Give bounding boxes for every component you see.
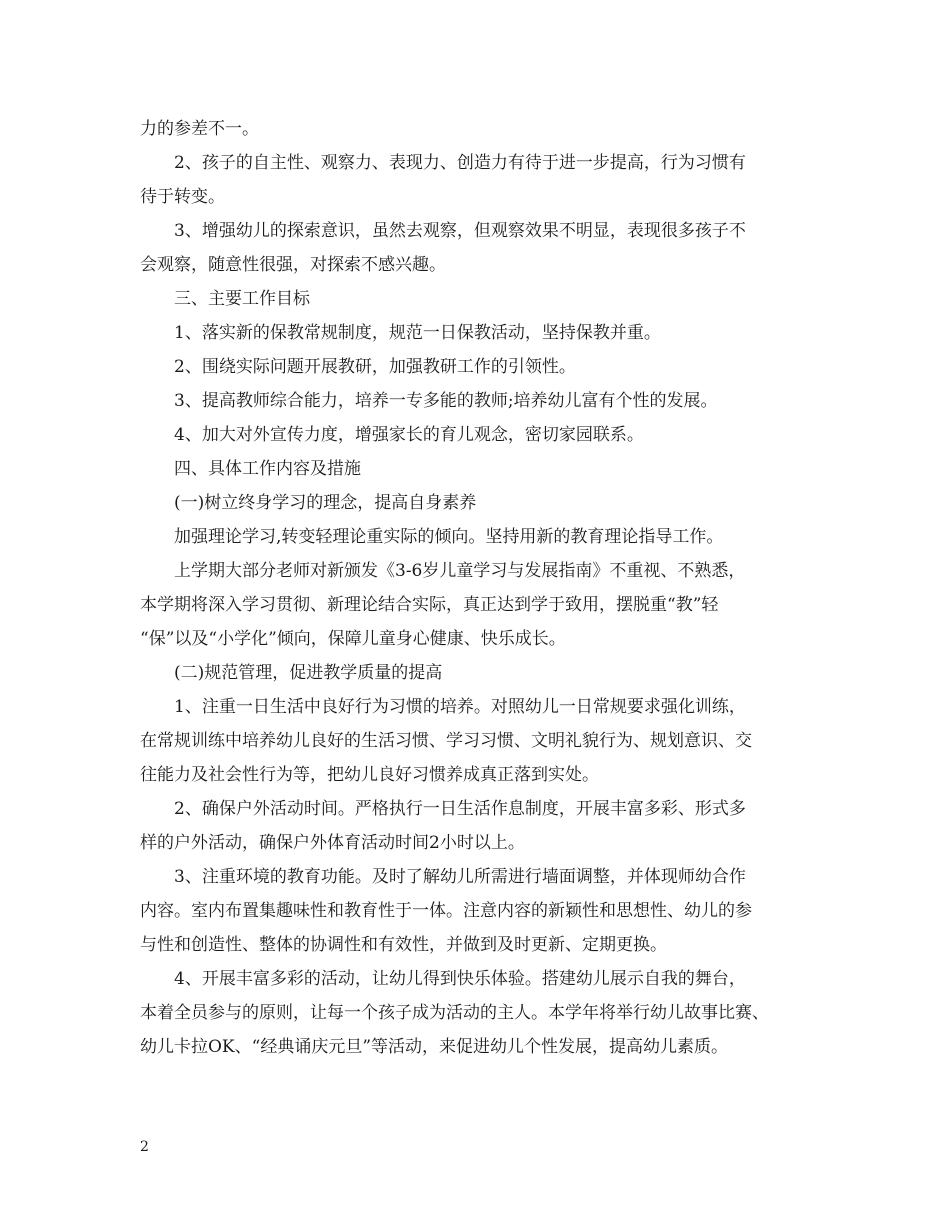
text-line: 4、开展丰富多彩的活动，让幼儿得到快乐体验。搭建幼儿展示自我的舞台， [174,969,746,989]
text-line: (一)树立终身学习的理念，提高自身素养 [174,493,477,513]
text-line: (二)规范管理，促进教学质量的提高 [174,663,443,683]
text-line: 上学期大部分老师对新颁发《3-6岁儿童学习与发展指南》不重视、不熟悉， [174,561,746,581]
text-line: 加强理论学习,转变轻理论重实际的倾向。坚持用新的教育理论指导工作。 [174,527,724,547]
text-line: 3、增强幼儿的探索意识，虽然去观察，但观察效果不明显，表现很多孩子不 [174,221,746,241]
text-line: 会观察，随意性很强，对探索不感兴趣。 [140,255,446,275]
text-line: 待于转变。 [140,187,225,207]
text-line: 与性和创造性、整体的协调性和有效性，并做到及时更新、定期更换。 [140,935,667,955]
text-line: 3、提高教师综合能力，培养一专多能的教师;培养幼儿富有个性的发展。 [174,391,718,411]
text-line: 往能力及社会性行为等，把幼儿良好习惯养成真正落到实处。 [140,765,599,785]
text-line: 力的参差不一。 [140,119,259,139]
text-line: 本学期将深入学习贯彻、新理论结合实际，真正达到学于致用，摆脱重“教”轻 [140,595,719,615]
document-body [140,112,812,1064]
text-line: 1、注重一日生活中良好行为习惯的培养。对照幼儿一日常规要求强化训练， [174,697,746,717]
text-line: 三、主要工作目标 [174,289,310,309]
text-line: 幼儿卡拉OK、“经典诵庆元旦”等活动，来促进幼儿个性发展，提高幼儿素质。 [140,1037,729,1057]
text-line: “保”以及“小学化”倾向，保障儿童身心健康、快乐成长。 [140,629,566,649]
text-line: 2、孩子的自主性、观察力、表现力、创造力有待于进一步提高，行为习惯有 [174,153,746,173]
text-line: 2、确保户外活动时间。严格执行一日生活作息制度，开展丰富多彩、形式多 [174,799,746,819]
text-line: 内容。室内布置集趣味性和教育性于一体。注意内容的新颖性和思想性、幼儿的参 [140,901,752,921]
text-line: 样的户外活动，确保户外体育活动时间2小时以上。 [140,833,525,853]
text-line: 本着全员参与的原则，让每一个孩子成为活动的主人。本学年将举行幼儿故事比赛、 [140,1003,769,1023]
text-line: 四、具体工作内容及措施 [174,459,361,479]
text-line: 2、围绕实际问题开展教研，加强教研工作的引领性。 [174,357,576,377]
text-line: 3、注重环境的教育功能。及时了解幼儿所需进行墙面调整，并体现师幼合作 [174,867,746,887]
text-line: 在常规训练中培养幼儿良好的生活习惯、学习习惯、文明礼貌行为、规划意识、交 [140,731,752,751]
text-line: 4、加大对外宣传力度，增强家长的育儿观念，密切家园联系。 [174,425,644,445]
text-line: 1、落实新的保教常规制度，规范一日保教活动，坚持保教并重。 [174,323,661,343]
page-number: 2 [140,1139,149,1155]
